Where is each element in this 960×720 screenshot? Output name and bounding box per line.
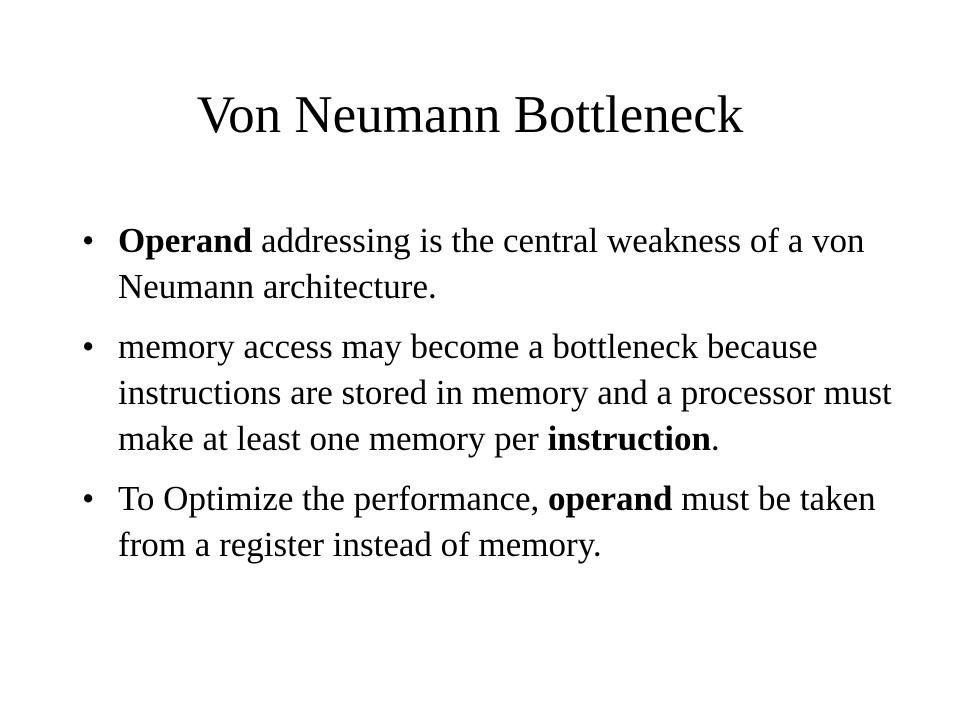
bullet-dot-icon: •: [82, 221, 95, 260]
bullet-plain-text: .: [710, 419, 720, 458]
bullet-dot-icon: •: [82, 479, 95, 518]
bullet-bold-text: Operand: [118, 221, 253, 260]
bullet-plain-text: memory access may become a bottleneck because instructions are stored in memory and a processor must make at least one memory per: [118, 327, 892, 458]
bullet-item: [82, 218, 912, 310]
bullet-item: [82, 324, 912, 462]
bullet-bold-text: instruction: [547, 419, 711, 458]
bullet-plain-text: To Optimize the performance,: [118, 479, 549, 518]
slide-title: Von Neumann Bottleneck: [196, 86, 744, 144]
bullet-bold-text: operand: [548, 479, 673, 518]
bullet-list: [82, 218, 912, 582]
bullet-plain-text: must be taken from a register instead of memory.: [118, 479, 876, 564]
bullet-dot-icon: •: [82, 327, 95, 366]
bullet-text: [118, 221, 865, 306]
bullet-item: [82, 476, 912, 568]
bullet-text: [118, 479, 876, 564]
bullet-plain-text: addressing is the central weakness of a von Neumann architecture.: [118, 221, 865, 306]
bullet-text: [118, 327, 892, 458]
